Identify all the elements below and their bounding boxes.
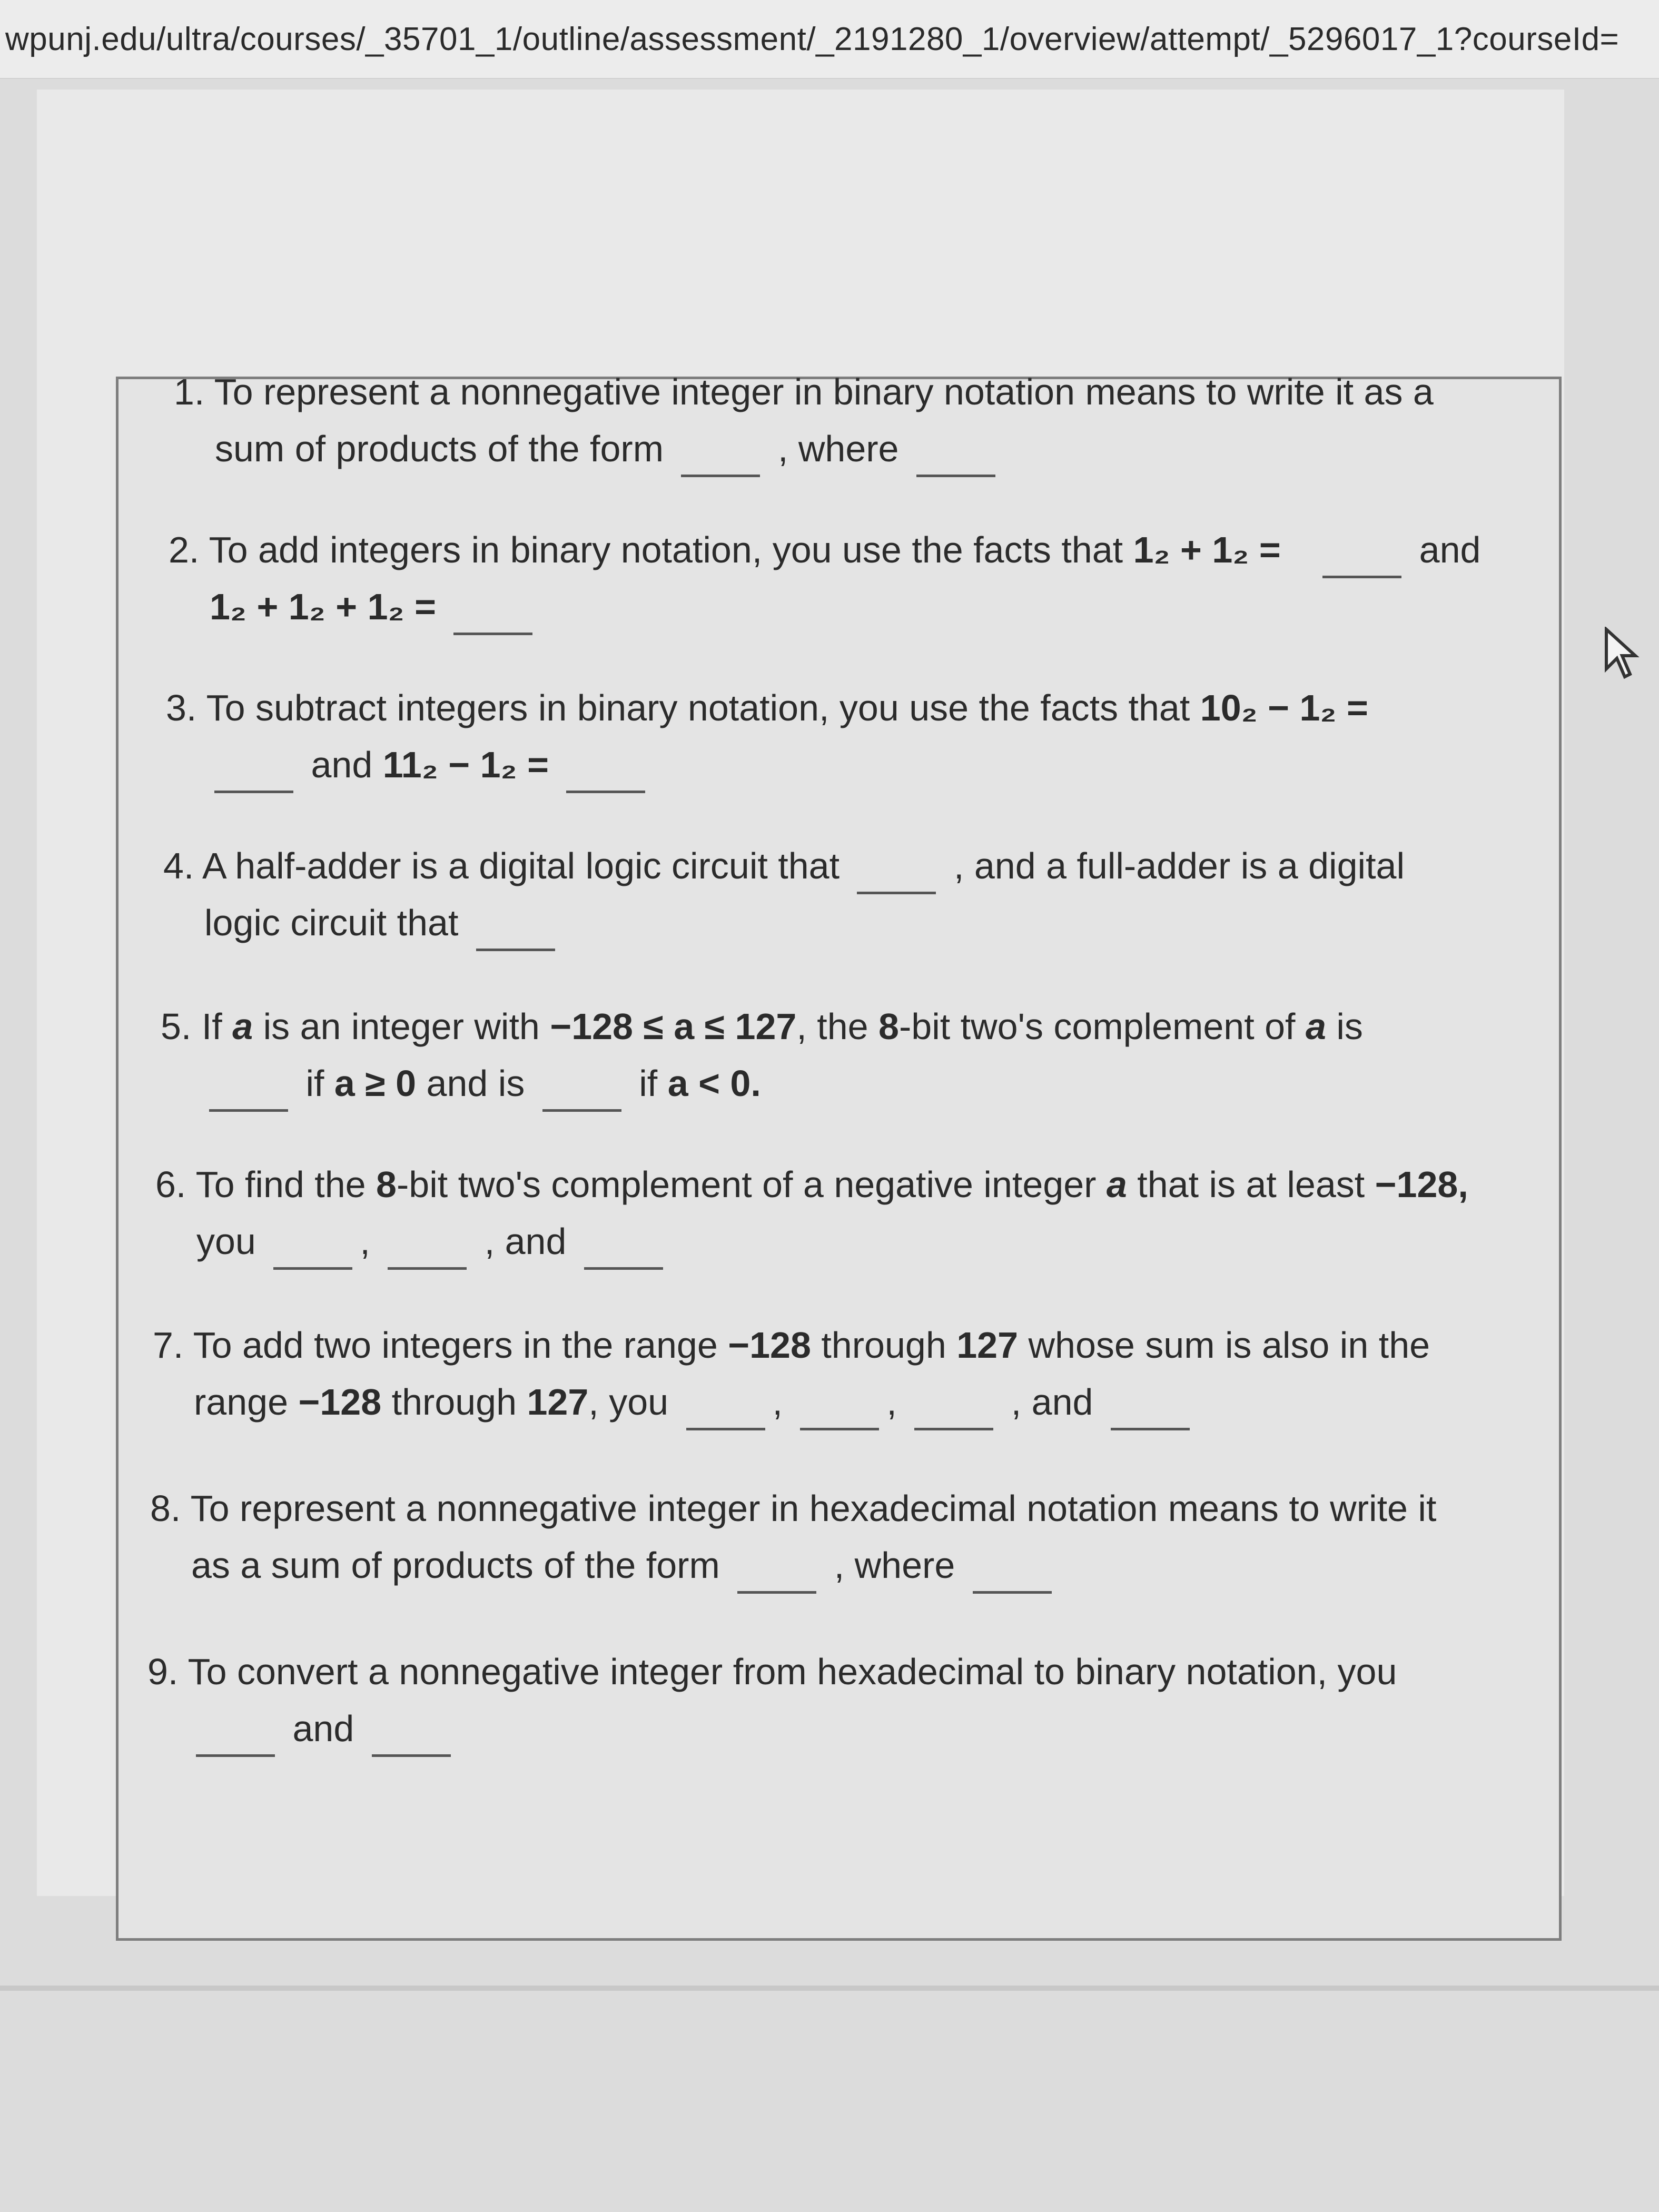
answer-blank-4a[interactable]	[857, 879, 936, 894]
answer-blank-6a[interactable]	[273, 1255, 352, 1270]
question-4	[163, 837, 1405, 951]
question-7-text: through	[391, 1381, 517, 1423]
expression: 1₂ + 1₂ + 1₂ =	[210, 586, 436, 627]
question-7-text: whose sum is also in the	[1028, 1325, 1430, 1366]
answer-blank-6c[interactable]	[584, 1255, 663, 1270]
question-4-text: 4. A half-adder is a digital logic circuit that	[163, 845, 840, 886]
variable-a: a	[1305, 1006, 1326, 1047]
mouse-pointer-icon	[1604, 627, 1641, 679]
question-2-text: 2. To add integers in binary notation, you use the facts that	[169, 529, 1123, 570]
question-3	[166, 679, 1368, 793]
answer-blank-2a[interactable]	[1322, 563, 1401, 578]
range-high: 127	[527, 1381, 589, 1423]
condition-expression: a < 0.	[667, 1063, 761, 1104]
answer-blank-5a[interactable]	[209, 1097, 288, 1112]
question-7: 7. To add two integers in the range −128 through 127 whose sum is also in the range −128 through 127, you , , , and	[153, 1317, 1430, 1430]
expression: 1₂ + 1₂ =	[1133, 529, 1281, 570]
question-7-text: range	[194, 1381, 289, 1423]
condition-expression: a ≥ 0	[334, 1063, 417, 1104]
answer-blank-9b[interactable]	[372, 1742, 451, 1757]
answer-blank-7b[interactable]	[800, 1415, 879, 1430]
bit-count: 8	[376, 1164, 397, 1205]
min-value: −128,	[1375, 1164, 1468, 1205]
answer-blank-6b[interactable]	[388, 1255, 467, 1270]
question-5-text: and is	[426, 1063, 525, 1104]
question-2	[169, 521, 1480, 635]
question-1-line-1: 1. To represent a nonnegative integer in binary notation means to write it as a	[174, 371, 1434, 412]
question-6-text: that is at least	[1137, 1164, 1365, 1205]
assessment-page	[37, 90, 1564, 1896]
question-5-text: if	[639, 1063, 658, 1104]
question-1-text: , where	[777, 428, 899, 469]
browser-address-bar[interactable]	[0, 0, 1659, 79]
question-9	[147, 1643, 1397, 1757]
range-high: 127	[956, 1325, 1019, 1366]
question-5	[161, 998, 1363, 1112]
question-6-text: you	[196, 1221, 256, 1262]
question-8	[150, 1480, 1436, 1594]
expression: 11₂ − 1₂ =	[382, 744, 549, 785]
question-6: 6. To find the 8-bit two's complement of a negative integer a that is at least −128, you , , and	[155, 1156, 1468, 1270]
question-8-text: , where	[834, 1545, 955, 1586]
question-2-text: and	[1419, 529, 1481, 570]
answer-blank-7a[interactable]	[686, 1415, 765, 1430]
answer-blank-1a[interactable]	[681, 462, 760, 477]
question-8-text: as a sum of products of the form	[191, 1545, 720, 1586]
question-1	[174, 363, 1434, 477]
divider	[0, 1986, 1659, 1991]
question-7-text: , you	[588, 1381, 669, 1423]
question-5-text: 5. If	[161, 1006, 222, 1047]
answer-blank-8b[interactable]	[973, 1578, 1052, 1594]
question-3-text: 3. To subtract integers in binary notation, you use the facts that	[166, 687, 1190, 728]
expression: 10₂ − 1₂ =	[1200, 687, 1368, 728]
answer-blank-9a[interactable]	[196, 1742, 275, 1757]
variable-a: a	[1106, 1164, 1127, 1205]
question-6-text: -bit two's complement of a negative integer	[396, 1164, 1097, 1205]
question-5-text: , the	[796, 1006, 868, 1047]
question-5-text: is an integer with	[263, 1006, 540, 1047]
range-low: −128	[298, 1381, 382, 1423]
question-6-text: , and	[484, 1221, 567, 1262]
question-5-text: is	[1336, 1006, 1363, 1047]
answer-blank-2b[interactable]	[453, 620, 532, 635]
answer-blank-5b[interactable]	[542, 1097, 621, 1112]
question-9-line-1: 9. To convert a nonnegative integer from hexadecimal to binary notation, you	[147, 1651, 1397, 1692]
range-expression: −128 ≤ a ≤ 127	[550, 1006, 797, 1047]
question-7-text: 7. To add two integers in the range	[153, 1325, 718, 1366]
answer-blank-4b[interactable]	[476, 936, 555, 951]
range-low: −128	[728, 1325, 811, 1366]
url-text[interactable]: wpunj.edu/ultra/courses/_35701_1/outline/assessment/_2191280_1/overview/attempt/_5296017_1?courseId=	[5, 21, 1619, 57]
answer-blank-1b[interactable]	[916, 462, 995, 477]
question-8-line-1: 8. To represent a nonnegative integer in hexadecimal notation means to write it	[150, 1488, 1437, 1529]
question-5-text: if	[305, 1063, 324, 1104]
question-1-text: sum of products of the form	[215, 428, 664, 469]
answer-blank-3a[interactable]	[214, 778, 293, 793]
question-7-text: , and	[1011, 1381, 1093, 1423]
question-3-text: and	[311, 744, 373, 785]
bit-count: 8	[878, 1006, 899, 1047]
question-4-text: , and a full-adder is a digital	[953, 845, 1405, 886]
question-4-text: logic circuit that	[204, 902, 459, 943]
question-5-text: -bit two's complement of	[898, 1006, 1296, 1047]
question-9-text: and	[292, 1708, 354, 1749]
answer-blank-7c[interactable]	[914, 1415, 993, 1430]
question-6-text: 6. To find the	[155, 1164, 366, 1205]
question-7-text: through	[821, 1325, 946, 1366]
answer-blank-7d[interactable]	[1111, 1415, 1190, 1430]
answer-blank-3b[interactable]	[566, 778, 645, 793]
answer-blank-8a[interactable]	[737, 1578, 816, 1594]
variable-a: a	[232, 1006, 253, 1047]
